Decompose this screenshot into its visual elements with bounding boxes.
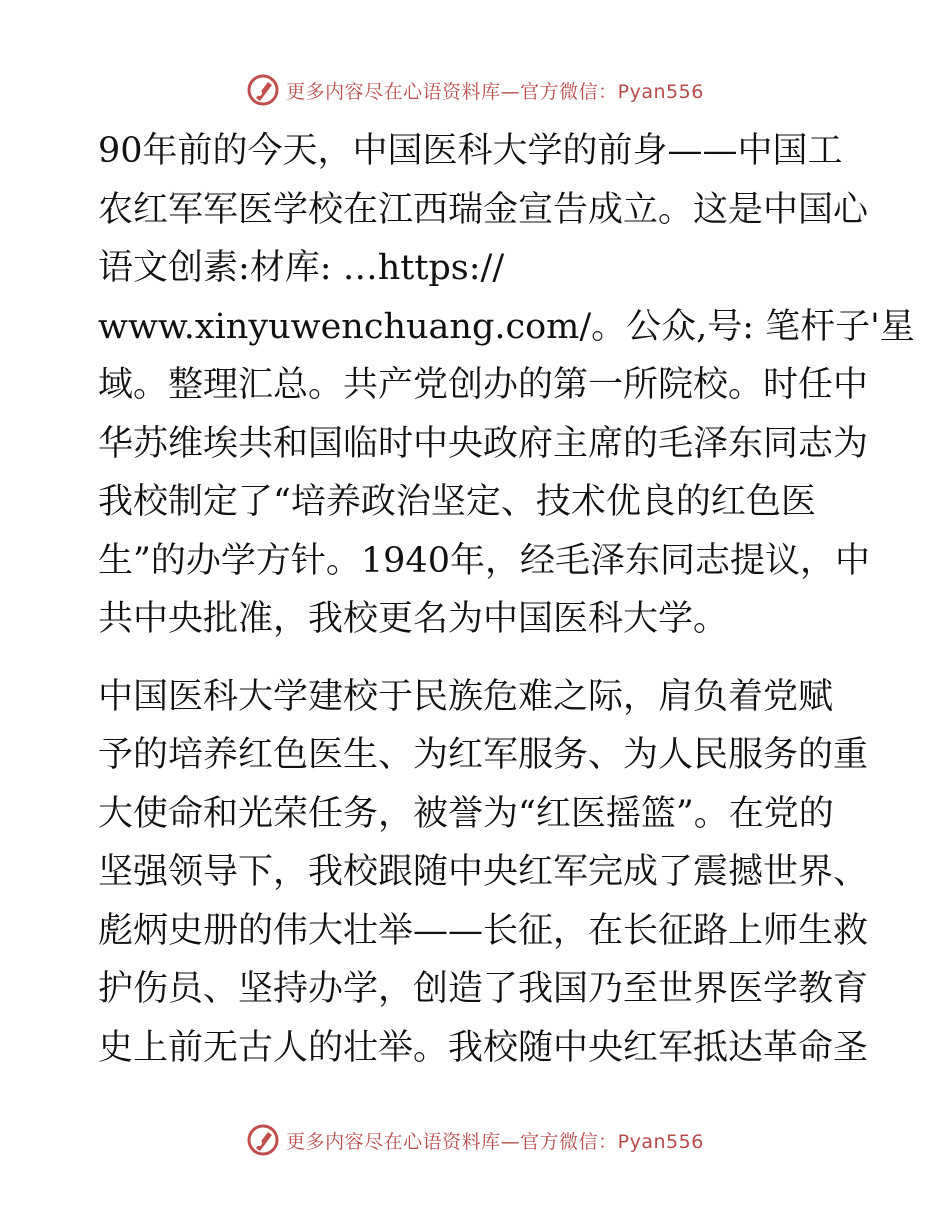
text-line: 我校制定了“培养政治坚定、技术优良的红色医 [98,482,816,522]
text-line: 90年前的今天，中国医科大学的前身——中国工 [98,131,843,171]
text-line: 彪炳史册的伟大壮举——长征，在长征路上师生救 [98,910,869,951]
text-line: 华苏维埃共和国临时中央政府主席的毛泽东同志为 [98,423,869,464]
footer-banner [0,1120,950,1160]
text-line: 中国医科大学建校于民族危难之际，肩负着党赋 [98,676,834,717]
text-line: 护伤员、坚持办学，创造了我国乃至世界医学教育 [98,969,869,1009]
text-line: 史上前无古人的壮举。我校随中央红军抵达革命圣 [98,1027,869,1068]
text-line: www.xinyuwenchuang.com/。公众,号: 笔杆子'星 [98,306,915,347]
header-banner-text: 更多内容尽在心语资料库—官方微信：Pyan556 [286,80,704,103]
text-line: 坚强领导下，我校跟随中央红军完成了震撼世界、 [98,852,869,892]
header-banner [0,70,950,110]
pen-logo-icon [246,73,280,107]
paragraph-2 [98,668,869,1078]
text-line: 予的培养红色医生、为红军服务、为人民服务的重 [98,735,869,775]
text-line: 生”的办学方针。1940年，经毛泽东同志提议，中 [98,540,870,581]
paragraph-gap [98,649,858,668]
text-line: 共中央批准，我校更名为中国医科大学。 [98,599,729,639]
paragraph-1 [98,122,915,649]
pen-logo-icon [246,1123,280,1157]
text-line: 域。整理汇总。共产党创办的第一所院校。时任中 [98,365,869,405]
text-line: 语文创素:材库: …https:// [98,248,505,288]
text-line: 农红军军医学校在江西瑞金宣告成立。这是中国心 [98,189,869,230]
footer-banner-text: 更多内容尽在心语资料库—官方微信：Pyan556 [286,1130,704,1153]
document-body [98,122,915,1077]
text-line: 大使命和光荣任务，被誉为“红医摇篮”。在党的 [98,793,834,834]
